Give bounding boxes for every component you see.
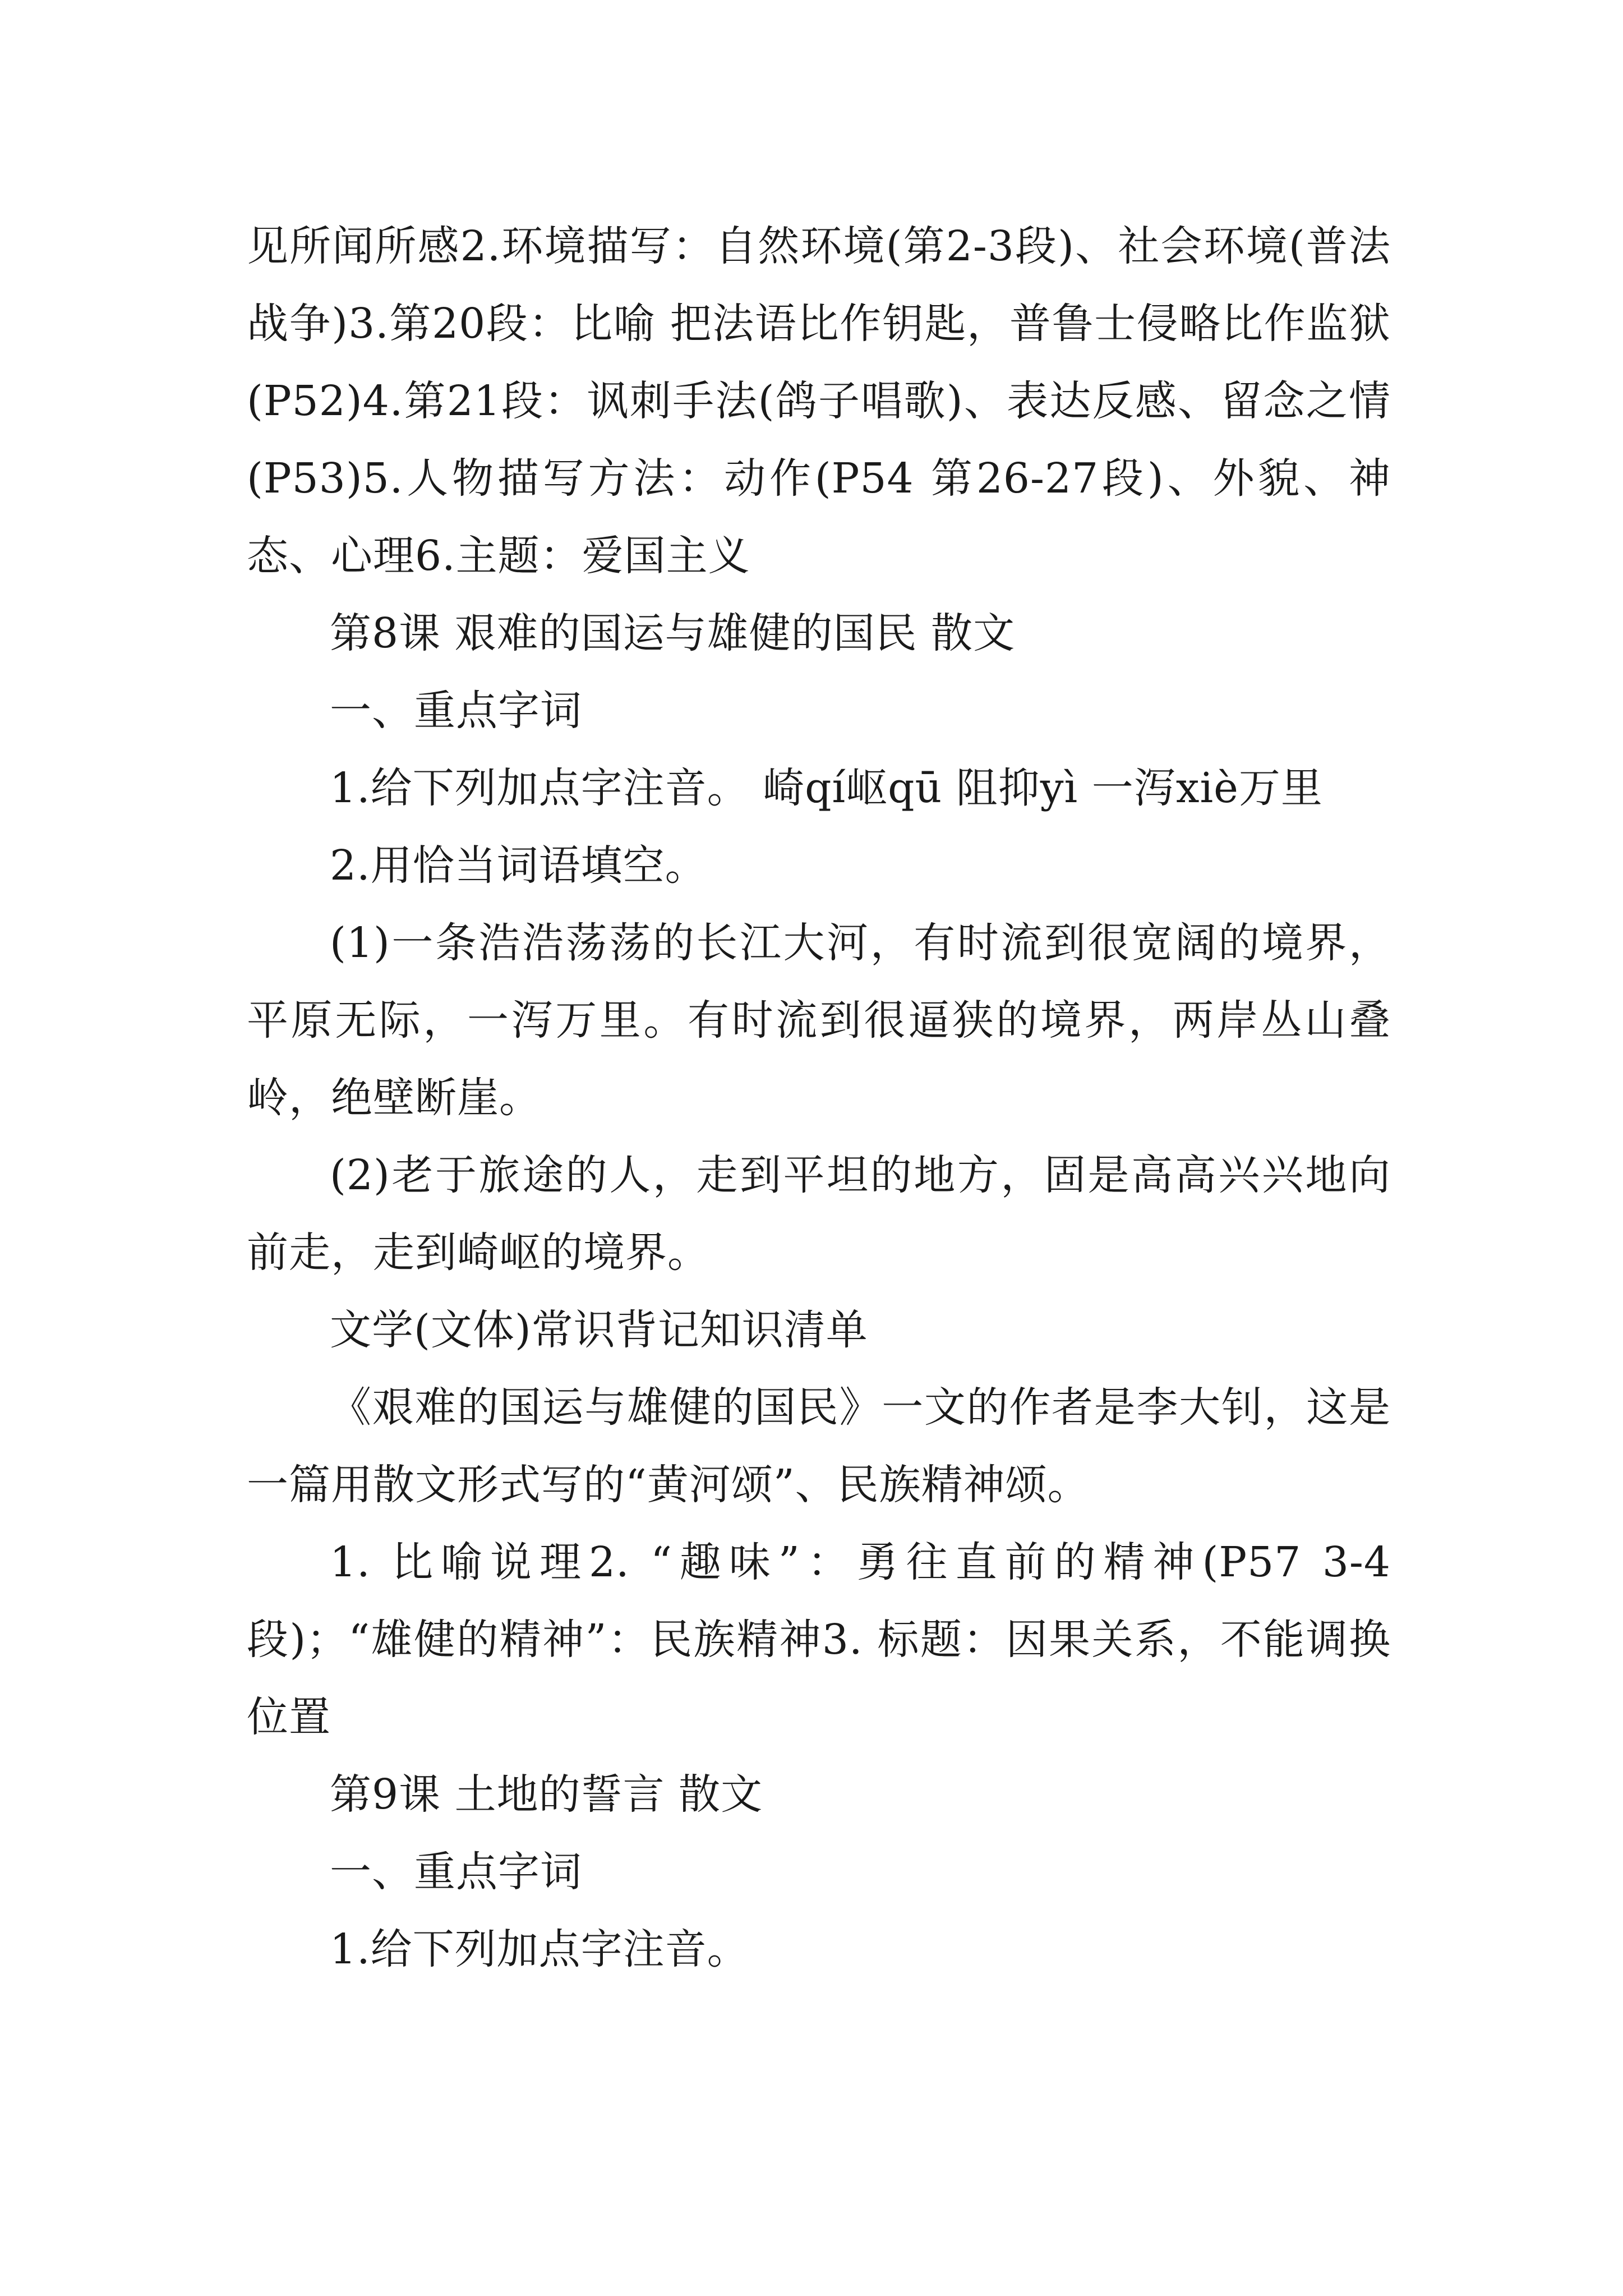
paragraph-summary-notes: 见所闻所感2.环境描写：自然环境(第2-3段)、社会环境(普法战争)3.第20段：比喻 把法语比作钥匙，普鲁士侵略比作监狱(P52)4.第21段：讽刺手法(鸽子唱歌)、表达反感、留念之情(P53)5.人物描写方法：动作(P54 第26-27段)、外貌、神态、心理6.主题：爱国主义 — [247, 222, 1391, 580]
paragraph-fill-blank-2: (2)老于旅途的人，走到平坦的地方，固是高高兴兴地向前走，走到崎岖的境界。 — [247, 1151, 1391, 1277]
lesson-8-heading: 第8课 艰难的国运与雄健的国民 散文 — [330, 609, 1016, 657]
document-body — [247, 208, 1391, 1988]
paragraph-pinyin-exercise-2: 1.给下列加点字注音。 — [330, 1925, 749, 1973]
section-key-words-heading: 一、重点字词 — [330, 687, 582, 735]
paragraph-fill-blank-1: (1)一条浩浩荡荡的长江大河，有时流到很宽阔的境界，平原无际，一泻万里。有时流到很逼狭的境界，两岸丛山叠岭，绝壁断崖。 — [247, 919, 1391, 1122]
literature-knowledge-heading: 文学(文体)常识背记知识清单 — [330, 1306, 868, 1354]
lesson-9-heading: 第9课 土地的誓言 散文 — [330, 1770, 763, 1819]
paragraph-analysis-points: 1. 比喻说理2. “趣味”：勇往直前的精神(P57 3-4段)；“雄健的精神”：民族精神3. 标题：因果关系，不能调换位置 — [247, 1538, 1391, 1741]
paragraph-pinyin-exercise: 1.给下列加点字注音。 崎qí岖qū 阻抑yì 一泻xiè万里 — [330, 764, 1323, 812]
paragraph-fill-blank-instruction: 2.用恰当词语填空。 — [330, 841, 707, 890]
paragraph-author-note: 《艰难的国运与雄健的国民》一文的作者是李大钊，这是一篇用散文形式写的“黄河颂”、民族精神颂。 — [247, 1383, 1391, 1509]
section-key-words-heading-2: 一、重点字词 — [330, 1848, 582, 1896]
